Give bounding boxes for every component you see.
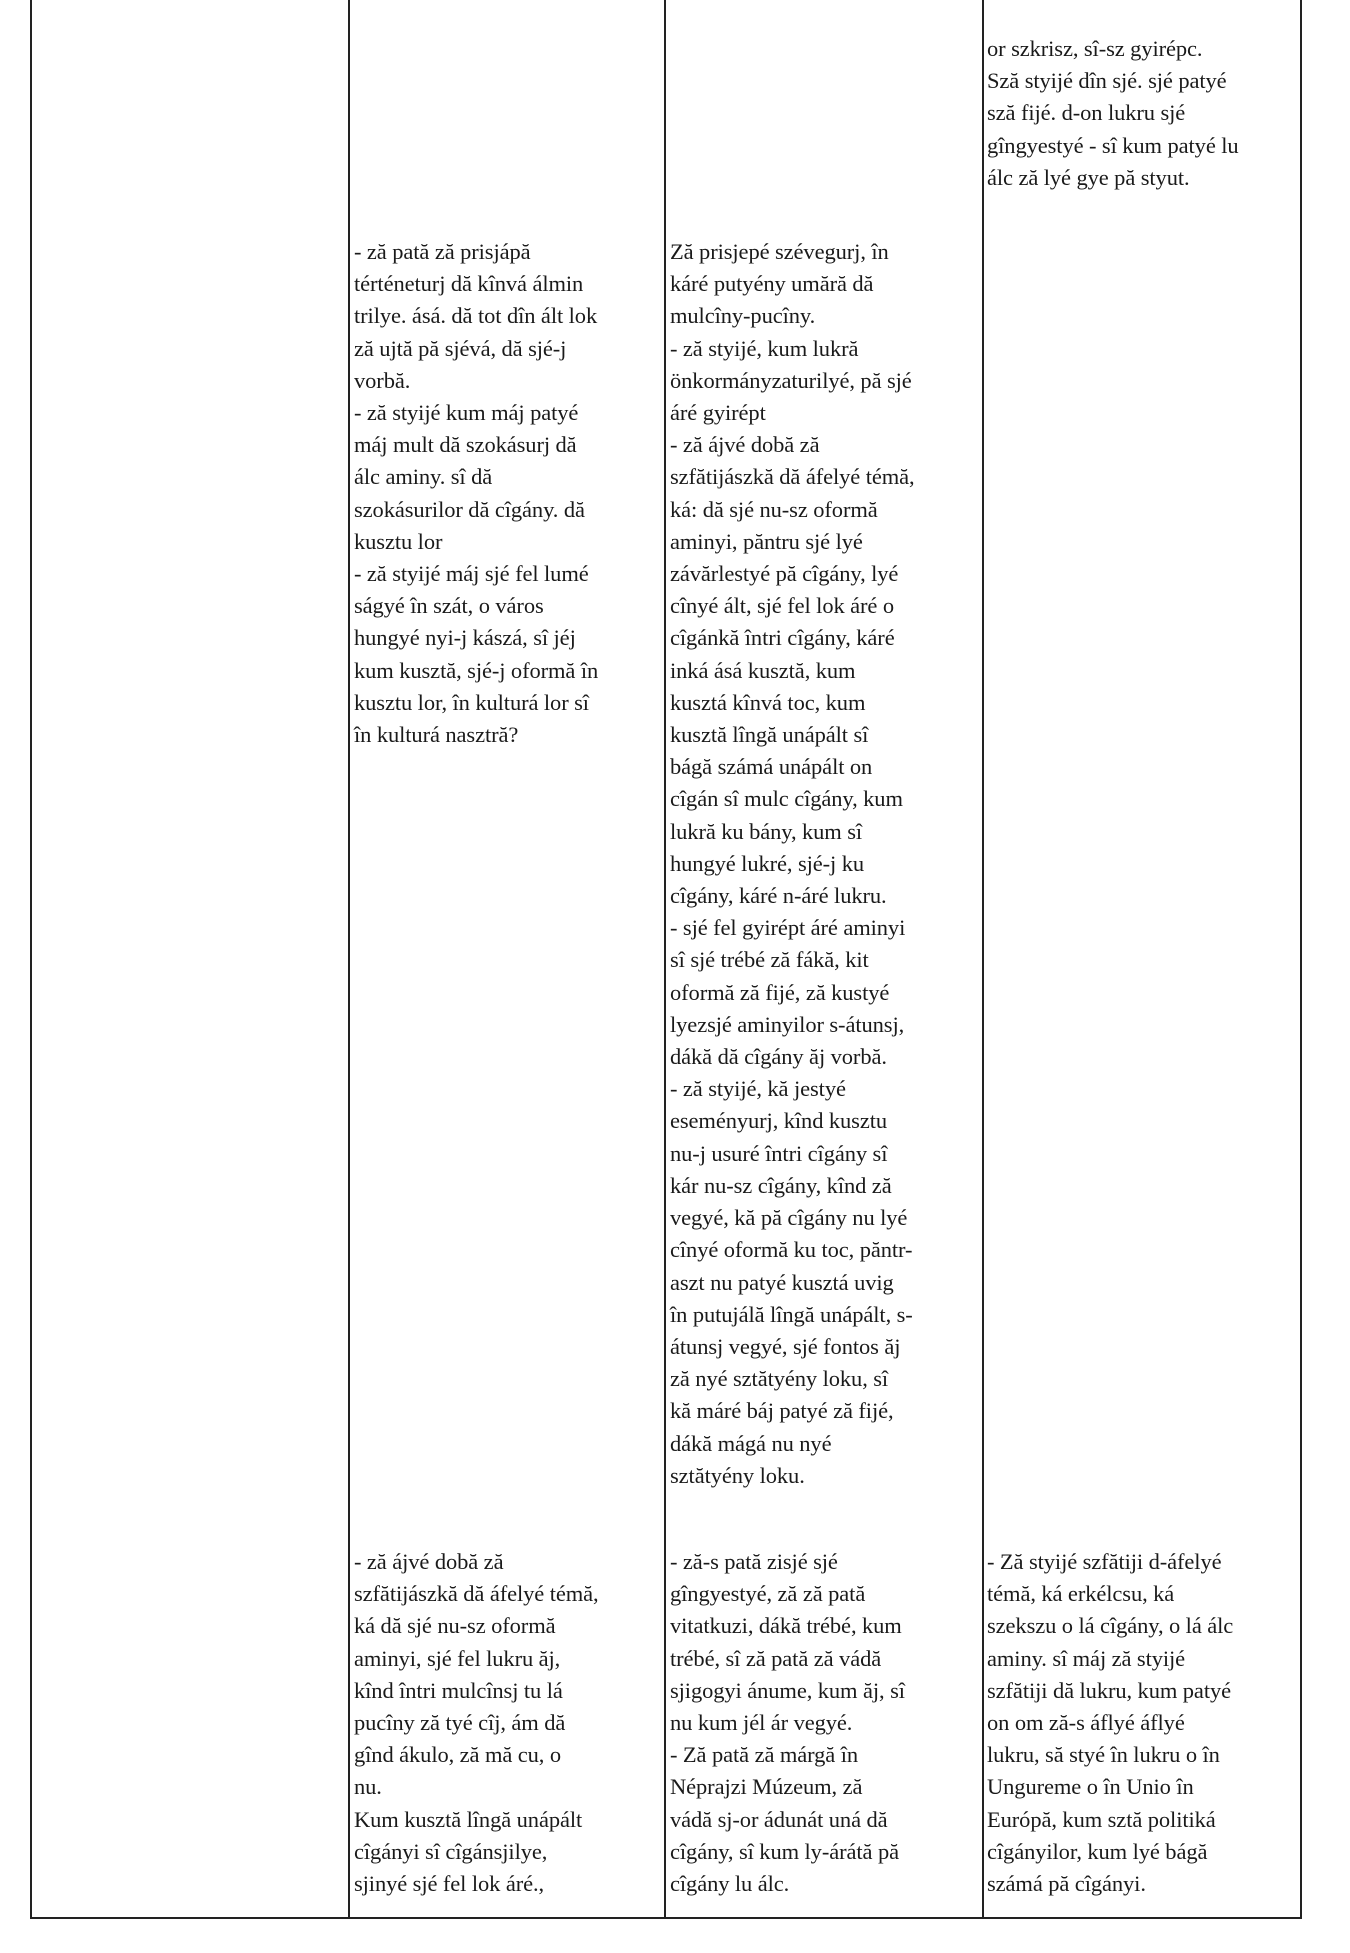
table-cell-row2-col3: Ză prisjepé szévegurj, în káré putyény umără dă mulcîny-pucîny. - ză styijé, kum lukră önkormányzaturilyé, pă sjé áré gyirépt - ză ájvé dobă ză szfătijászkă dă áfelyé témă, ká: dă sjé nu-sz oformă aminyi, păntru sjé lyé závărlestyé pă cîgány, lyé cînyé ált, sjé fel lok áré o cîgánkă întri cîgány, káré inká ásá kusztă, kum kusztá kînvá toc, kum kusztă lîngă unápált sî bágă számá unápált on cîgán sî mulc cîgány, kum lukră ku bány, kum sî hungyé lukré, sjé-j ku cîgány, káré n-áré lukru. - sjé fel gyirépt áré aminyi sî sjé trébé ză fákă, kit oformă ză fijé, ză kustyé lyezsjé aminyilor s-átunsj, dákă dă cîgány ăj vorbă. - ză styijé, kă jestyé eseményurj, kînd kusztu nu-j usuré întri cîgány sî kár nu-sz cîgány, kînd ză vegyé, kă pă cîgány nu lyé cînyé oformă ku toc, păntr- aszt nu patyé kusztá uvig în putujálă lîngă unápált, s- átunsj vegyé, sjé fontos ăj ză nyé sztătyény loku, sî kă máré báj patyé ză fijé, dákă mágá nu nyé sztătyény loku.: [670, 239, 915, 1488]
table-cell-row2-col2: - ză pată ză prisjápă térténeturj dă kînvá álmin trilye. ásá. dă tot dîn ált lok ză ujtă pă sjévá, dă sjé-j vorbă. - ză styijé kum máj patyé máj mult dă szokásurj dă álc aminy. sî dă szokásurilor dă cîgány. dă kusztu lor - ză styijé máj sjé fel lumé ságyé în szát, o város hungyé nyi-j kászá, sî jéj kum kusztă, sjé-j oformă în kusztu lor, în kulturá lor sî în kulturá nasztră?: [354, 239, 599, 748]
table-cell-row3-col2: - ză ájvé dobă ză szfătijászkă dă áfelyé témă, ká dă sjé nu-sz oformă aminyi, sjé fel lukru ăj, kînd întri mulcînsj tu lá pucîny ză tyé cîj, ám dă gînd ákulo, ză mă cu, o nu. Kum kusztă lîngă unápált cîgányi sî cîgánsjilye, sjinyé sjé fel lok áré.,: [354, 1549, 599, 1897]
column-divider-1: [348, 0, 350, 1919]
column-divider-3: [982, 0, 984, 1919]
table-border-right: [1300, 0, 1302, 1919]
table-border-left: [30, 0, 32, 1919]
table-cell-row1-col4: or szkrisz, sî-sz gyirépc. Sză styijé dîn sjé. sjé patyé sză fijé. d-on lukru sjé gîngyestyé - sî kum patyé lu álc ză lyé gye pă styut.: [987, 36, 1239, 190]
table-cell-row3-col3: - ză-s pată zisjé sjé gîngyestyé, ză ză pată vitatkuzi, dákă trébé, kum trébé, sî ză pată ză vádă sjigogyi ánume, kum ăj, sî nu kum jél ár vegyé. - Ză pată ză márgă în Néprajzi Múzeum, ză vádă sj-or ádunát uná dă cîgány, sî kum ly-árátă pă cîgány lu álc.: [670, 1549, 905, 1897]
column-divider-2: [664, 0, 666, 1919]
table-border-bottom: [30, 1917, 1302, 1919]
table-cell-row3-col4: - Ză styijé szfătiji d-áfelyé témă, ká erkélcsu, ká szekszu o lá cîgány, o lá álc aminy. sî máj ză styijé szfătiji dă lukru, kum patyé on om ză-s áflyé áflyé lukru, să styé în lukru o în Ungureme o în Unio în Európă, kum sztă politiká cîgányilor, kum lyé bágă számá pă cîgányi.: [987, 1549, 1234, 1897]
